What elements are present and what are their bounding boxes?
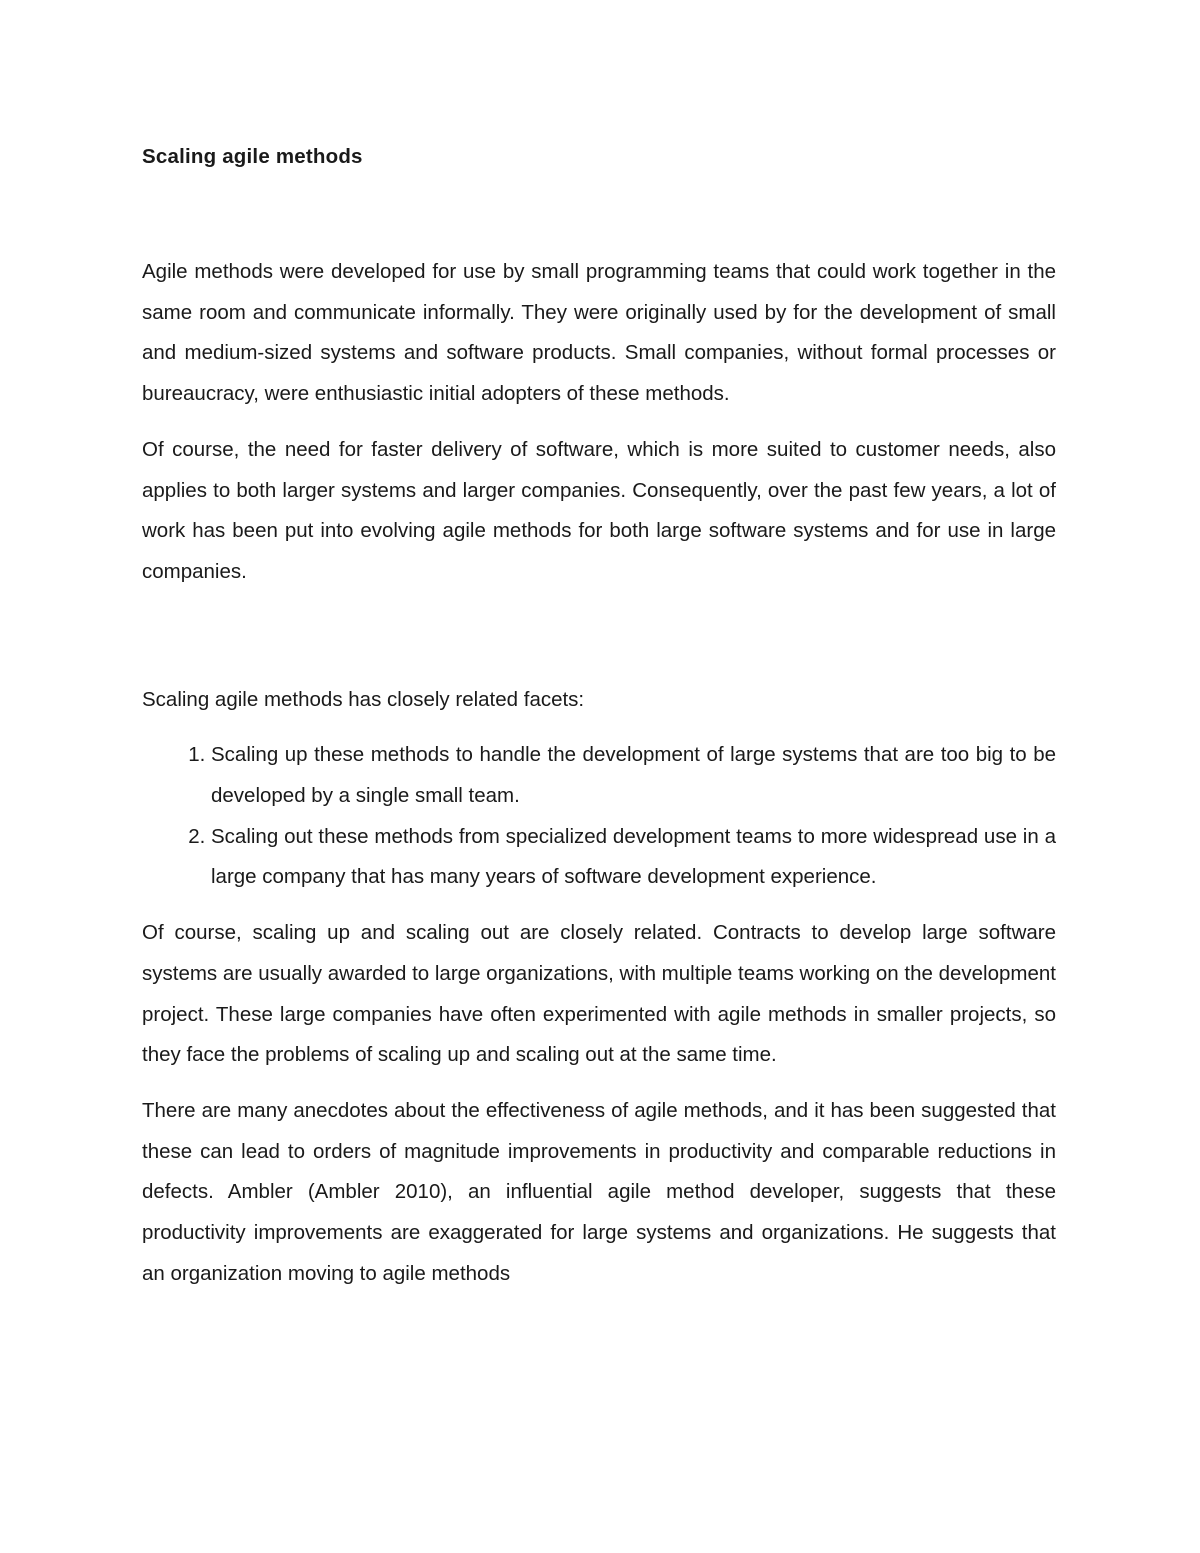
paragraph-closely-related: Of course, scaling up and scaling out are closely related. Contracts to develop large software systems are usually awarded to large organizations, with multiple teams working on the development project. These large companies have often experimented with agile methods in smaller projects, so they face the problems of scaling up and scaling out at the same time.: [142, 921, 1056, 1067]
paragraph-intro: Agile methods were developed for use by small programming teams that could work together in the same room and communicate informally. They were originally used by for the development of small and medium-sized systems and software products. Small companies, without formal processes or bureaucracy, were enthusiastic initial adopters of these methods.: [142, 260, 1056, 406]
facets-list: [142, 735, 1056, 898]
paragraph-faster-delivery: Of course, the need for faster delivery of software, which is more suited to customer needs, also applies to both larger systems and larger companies. Consequently, over the past few years, a lot of work has been put into evolving agile methods for both large software systems and for use in large companies.: [142, 437, 1056, 583]
document-title: Scaling agile methods: [142, 145, 363, 168]
facets-intro: Scaling agile methods has closely related facets:: [142, 687, 585, 711]
list-item-scaling-out: 2. Scaling out these methods from specialized development teams to more widespread use in a large company that has many years of software development experience.: [211, 817, 1056, 898]
document-body: [142, 140, 1056, 1294]
paragraph-anecdotes: There are many anecdotes about the effectiveness of agile methods, and it has been suggested that these can lead to orders of magnitude improvements in productivity and comparable reductions in defects. Ambler (Ambler 2010), an influential agile method developer, suggests that these productivity improvements are exaggerated for large systems and organizations. He suggests that an organization moving to agile methods: [142, 1098, 1056, 1285]
list-item-scaling-up: 1. Scaling up these methods to handle the development of large systems that are too big to be developed by a single small team.: [211, 735, 1056, 816]
